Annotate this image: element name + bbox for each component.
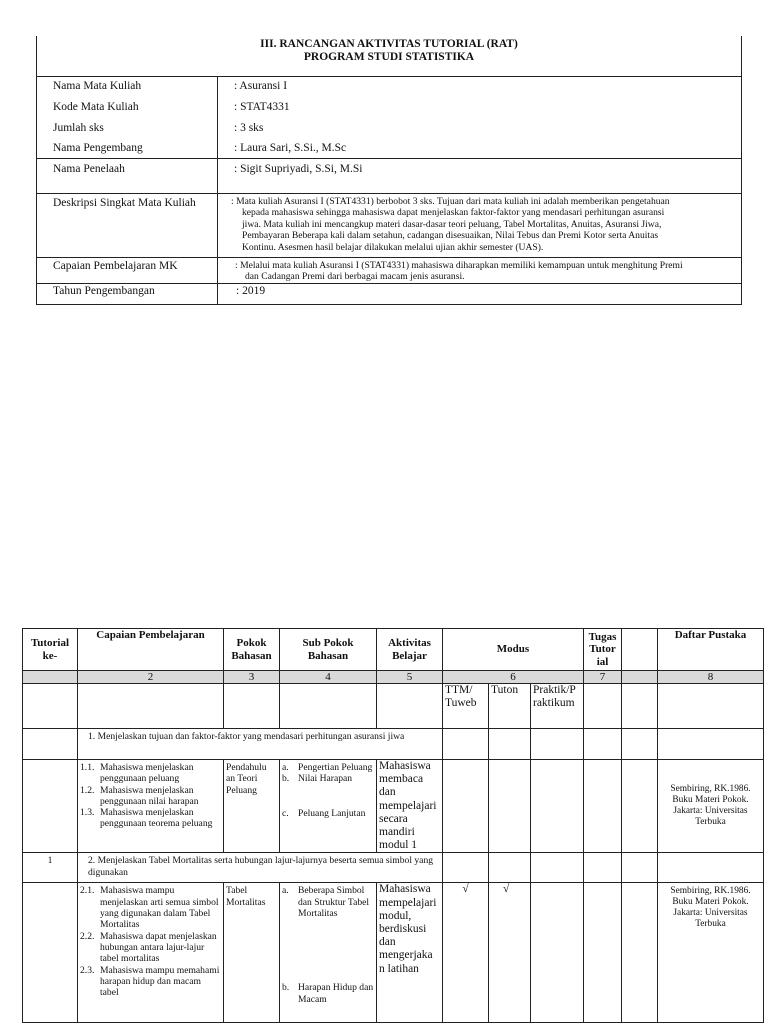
column-number: 7	[584, 671, 622, 684]
section1-sub	[282, 762, 374, 819]
modus-tuton-header: Tuton	[489, 684, 531, 729]
section1-items	[80, 762, 221, 830]
title-line-1: III. RANCANGAN AKTIVITAS TUTORIAL (RAT)	[260, 38, 518, 50]
label-reviewer: Nama Penelaah	[53, 163, 125, 175]
list-item: a. Pengertian Peluang	[282, 762, 373, 773]
column-number: 5	[377, 671, 443, 684]
value-year: : 2019	[236, 285, 266, 297]
value-learning-outcome	[235, 260, 739, 283]
list-item: 2.2. Mahasiswa dapat menjelaskan hubungan antara lajur-lajur tabel mortalitas	[80, 930, 217, 965]
header-subpokok: Sub Pokok Bahasan	[280, 629, 377, 671]
modus-praktik-header: Praktik/P raktikum	[531, 684, 584, 729]
list-item: b. Harapan Hidup dan Macam	[282, 982, 374, 1005]
tutorial-number: 1	[23, 853, 78, 883]
section2-pokok: Tabel Mortalitas	[224, 883, 280, 1023]
value-credits: : 3 sks	[234, 122, 264, 134]
description-line: jiwa. Mata kuliah ini mencangkup materi dasar-dasar teori peluang, Tabel Mortalitas, Anuitas, Asuransi Jiwa,	[242, 218, 662, 230]
label-developer: Nama Pengembang	[53, 142, 143, 154]
list-item: 2.1. Mahasiswa mampu menjelaskan arti semua simbol yang digunakan dalam Tabel Mortalitas	[80, 885, 219, 931]
section2-sub	[282, 885, 374, 1004]
outcome-line: : Melalui mata kuliah Asuransi I (STAT4331) mahasiswa diharapkan memiliki kemampuan untuk menghitung Premi	[235, 260, 683, 271]
column-number: 8	[658, 671, 764, 684]
header-capaian: Capaian Pembelajaran	[78, 629, 224, 671]
list-item: c. Peluang Lanjutan	[282, 807, 366, 819]
outcome-line: dan Cadangan Premi dari berbagai macam jenis asuransi.	[245, 271, 465, 283]
list-item: 1.3. Mahasiswa menjelaskan penggunaan teorema peluang	[80, 807, 213, 830]
header-modus: Modus	[443, 629, 584, 671]
column-number: 3	[224, 671, 280, 684]
label-year: Tahun Pengembangan	[53, 285, 155, 297]
column-number-empty	[23, 671, 78, 684]
list-item: 2.3. Mahasiswa mampu memahami harapan hidup dan macam tabel	[80, 964, 220, 999]
list-item: a. Beberapa Simbol dan Struktur Tabel Mortalitas	[282, 885, 370, 920]
column-number: 2	[78, 671, 224, 684]
column-number-empty	[622, 671, 658, 684]
label-course-code: Kode Mata Kuliah	[53, 101, 139, 113]
description-line: : Mata kuliah Asuransi I (STAT4331) berbobot 3 sks. Tujuan dari mata kuliah ini adalah memberikan pengetahuan	[231, 196, 670, 207]
value-reviewer: : Sigit Supriyadi, S.Si, M.Si	[234, 163, 363, 175]
value-developer: : Laura Sari, S.Si., M.Sc	[234, 142, 347, 154]
label-description: Deskripsi Singkat Mata Kuliah	[53, 197, 196, 209]
header-pokok: Pokok Bahasan	[224, 629, 280, 671]
list-item: 1.2. Mahasiswa menjelaskan penggunaan nilai harapan	[80, 784, 199, 807]
section1-pokok: Pendahulu an Teori Peluang	[224, 760, 280, 853]
rat-table	[22, 628, 764, 1023]
section2-items	[80, 885, 221, 998]
section2-ttm-check: √	[443, 883, 489, 1023]
course-info-table	[36, 36, 742, 305]
description-line: Pembayaran Beberapa kali dalam setahun, cadangan disesuaikan, Nilai Tebus dan Premi Kotor serta Anuitas	[242, 230, 659, 242]
section1-pustaka: Sembiring, RK.1986. Buku Materi Pokok. Jakarta: Universitas Terbuka	[658, 760, 764, 853]
header-empty	[622, 629, 658, 671]
header-tugas: Tugas Tutor ial	[584, 629, 622, 671]
modus-ttm-header: TTM/ Tuweb	[443, 684, 489, 729]
label-learning-outcome: Capaian Pembelajaran MK	[53, 260, 178, 272]
value-course-name: : Asuransi I	[234, 80, 288, 92]
list-item: 1.1. Mahasiswa menjelaskan penggunaan peluang	[80, 762, 194, 785]
header-pustaka: Daftar Pustaka	[658, 629, 764, 671]
section1-goal: 1. Menjelaskan tujuan dan faktor-faktor yang mendasari perhitungan asuransi jiwa	[78, 729, 443, 760]
value-course-code: : STAT4331	[234, 101, 290, 113]
header-tutorial: Tutorial ke-	[23, 629, 78, 671]
description-line: Kontinu. Asesmen hasil belajar dilakukan melalui ujian akhir semester (UAS).	[242, 241, 544, 253]
section2-aktivitas: Mahasiswa mempelajari modul, berdiskusi dan mengerjaka n latihan	[377, 883, 443, 1023]
label-course-name: Nama Mata Kuliah	[53, 80, 142, 92]
section2-pustaka: Sembiring, RK.1986. Buku Materi Pokok. Jakarta: Universitas Terbuka	[658, 883, 764, 1023]
list-item: b. Nilai Harapan	[282, 773, 353, 785]
section2-goal: 2. Menjelaskan Tabel Mortalitas serta hubungan lajur-lajurnya beserta semua simbol yang digunakan	[78, 853, 443, 883]
header-aktivitas: Aktivitas Belajar	[377, 629, 443, 671]
title-line-2: PROGRAM STUDI STATISTIKA	[303, 51, 475, 63]
column-number: 4	[280, 671, 377, 684]
column-number: 6	[443, 671, 584, 684]
label-credits: Jumlah sks	[53, 122, 104, 134]
document-title	[37, 36, 741, 64]
value-description	[231, 196, 735, 253]
section2-tuton-check: √	[489, 883, 531, 1023]
description-line: kepada mahasiswa sehingga mahasiswa dapat menjelaskan faktor-faktor yang mendasari perhitungan asuransi	[242, 207, 665, 219]
section1-aktivitas: Mahasiswa membaca dan mempelajari secara mandiri modul 1	[377, 760, 443, 853]
